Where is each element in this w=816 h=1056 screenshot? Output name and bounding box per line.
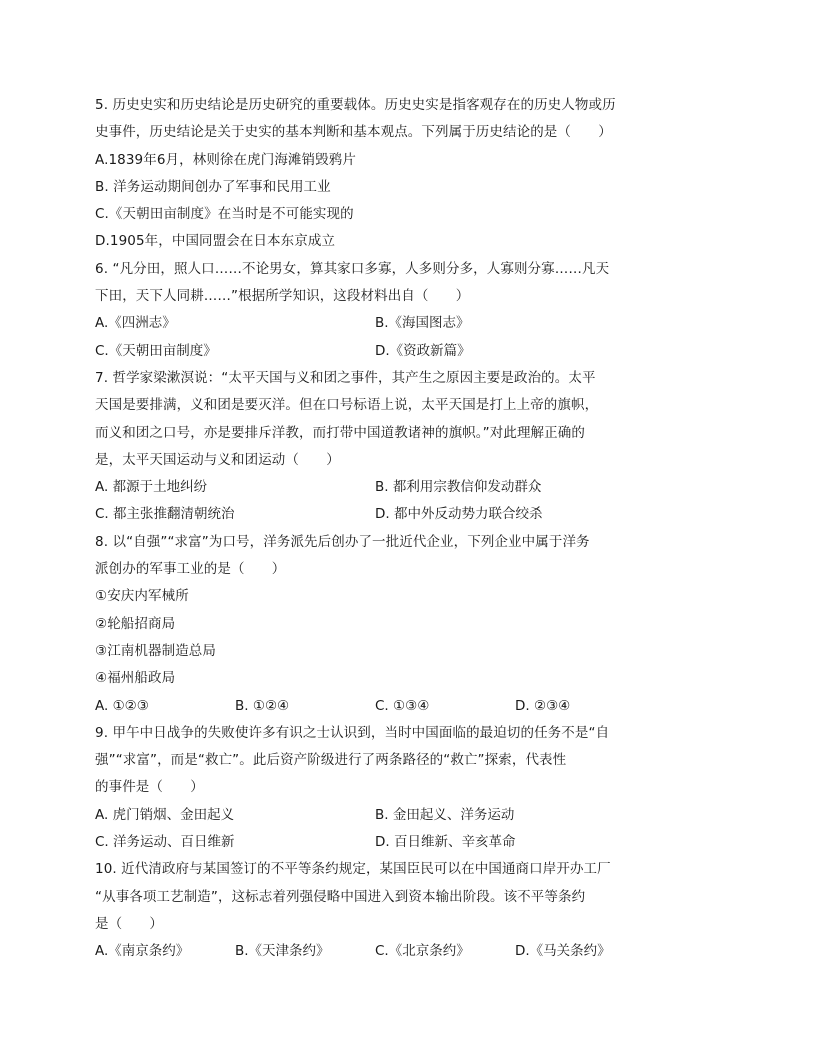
question-8-item-1: ①安庆内军械所 — [95, 588, 189, 605]
question-8-option-a: A. ①②③ — [95, 697, 149, 714]
question-9-stem-line-1: 9. 甲午中日战争的失败使许多有识之士认识到，当时中国面临的最迫切的任务不是“自 — [95, 724, 610, 741]
question-8-stem-line-2: 派创办的军事工业的是（ ） — [95, 561, 286, 578]
question-9-options-row-2 — [95, 829, 655, 856]
question-6-stem-line-2: 下田，天下人同耕……”根据所学知识，这段材料出自（ ） — [95, 288, 470, 305]
question-6-option-b: B.《海国图志》 — [375, 315, 470, 332]
question-8 — [95, 529, 655, 720]
question-7-stem-line-3: 而义和团之口号，亦是要排斥洋教，而打带中国道教诸神的旗帜。”对此理解正确的 — [95, 424, 585, 441]
question-10-stem-line-3: 是（ ） — [95, 915, 163, 932]
question-6-options-row-2 — [95, 338, 655, 365]
question-8-options-row — [95, 693, 655, 720]
question-7-option-a: A. 都源于土地纠纷 — [95, 479, 208, 496]
question-10-options-row — [95, 938, 655, 965]
question-7-stem-line-2: 天国是要排满，义和团是要灭洋。但在口号标语上说，太平天国是打上上帝的旗帜， — [95, 397, 599, 414]
question-7-stem-line-1: 7. 哲学家梁漱溟说：“太平天国与义和团之事件，其产生之原因主要是政治的。太平 — [95, 369, 596, 386]
question-8-item-4: ④福州船政局 — [95, 670, 176, 687]
question-5-option-a: A.1839年6月，林则徐在虎门海滩销毁鸦片 — [95, 151, 356, 168]
question-10-stem-line-1: 10. 近代清政府与某国签订的不平等条约规定，某国臣民可以在中国通商口岸开办工厂 — [95, 861, 611, 878]
question-5-stem-line-2: 史事件，历史结论是关于史实的基本判断和基本观点。下列属于历史结论的是（ ） — [95, 124, 612, 141]
question-6-option-d: D.《资政新篇》 — [375, 342, 471, 359]
question-10-option-b: B.《天津条约》 — [235, 943, 330, 960]
question-6-options-row-1 — [95, 310, 655, 337]
question-10-stem-line-2: “从事各项工艺制造”，这标志着列强侵略中国进入到资本输出阶段。该不平等条约 — [95, 888, 586, 905]
question-6 — [95, 256, 655, 365]
question-9-option-d: D. 百日维新、辛亥革命 — [375, 834, 516, 851]
question-8-stem-line-1: 8. 以“自强”“求富”为口号，洋务派先后创办了一批近代企业，下列企业中属于洋务 — [95, 533, 590, 550]
question-7-option-b: B. 都利用宗教信仰发动群众 — [375, 479, 542, 496]
question-7-options-row-2 — [95, 501, 655, 528]
question-7 — [95, 365, 655, 529]
question-7-option-d: D. 都中外反动势力联合绞杀 — [375, 506, 543, 523]
question-6-option-a: A.《四洲志》 — [95, 315, 176, 332]
question-10-option-d: D.《马关条约》 — [515, 943, 611, 960]
question-5-option-d: D.1905年，中国同盟会在日本东京成立 — [95, 233, 336, 250]
question-9-option-a: A. 虎门销烟、金田起义 — [95, 806, 235, 823]
question-6-option-c: C.《天朝田亩制度》 — [95, 342, 217, 359]
question-9-stem-line-2: 强”“求富”，而是“救亡”。此后资产阶级进行了两条路径的“救亡”探索，代表性 — [95, 752, 567, 769]
question-7-stem-line-4: 是，太平天国运动与义和团运动（ ） — [95, 451, 340, 468]
question-10 — [95, 856, 655, 965]
question-9-option-b: B. 金田起义、洋务运动 — [375, 806, 515, 823]
question-8-item-2: ②轮船招商局 — [95, 615, 176, 632]
question-5 — [95, 92, 655, 256]
question-7-option-c: C. 都主张推翻清朝统治 — [95, 506, 235, 523]
question-5-option-b: B. 洋务运动期间创办了军事和民用工业 — [95, 178, 331, 195]
question-10-option-c: C.《北京条约》 — [375, 943, 470, 960]
question-9-option-c: C. 洋务运动、百日维新 — [95, 834, 235, 851]
question-8-option-d: D. ②③④ — [515, 697, 571, 714]
question-list — [95, 92, 655, 966]
question-8-option-c: C. ①③④ — [375, 697, 430, 714]
question-9-options-row-1 — [95, 802, 655, 829]
question-10-option-a: A.《南京条约》 — [95, 943, 190, 960]
question-8-item-3: ③江南机器制造总局 — [95, 642, 217, 659]
question-7-options-row-1 — [95, 474, 655, 501]
question-5-stem-line-1: 5. 历史史实和历史结论是历史研究的重要载体。历史史实是指客观存在的历史人物或历 — [95, 97, 616, 113]
question-6-stem-line-1: 6. “凡分田，照人口……不论男女，算其家口多寡，人多则分多，人寡则分寡……凡天 — [95, 260, 610, 277]
question-5-option-c: C.《天朝田亩制度》在当时是不可能实现的 — [95, 206, 354, 223]
question-8-option-b: B. ①②④ — [235, 697, 290, 714]
question-9-stem-line-3: 的事件是（ ） — [95, 779, 204, 796]
question-9 — [95, 720, 655, 856]
